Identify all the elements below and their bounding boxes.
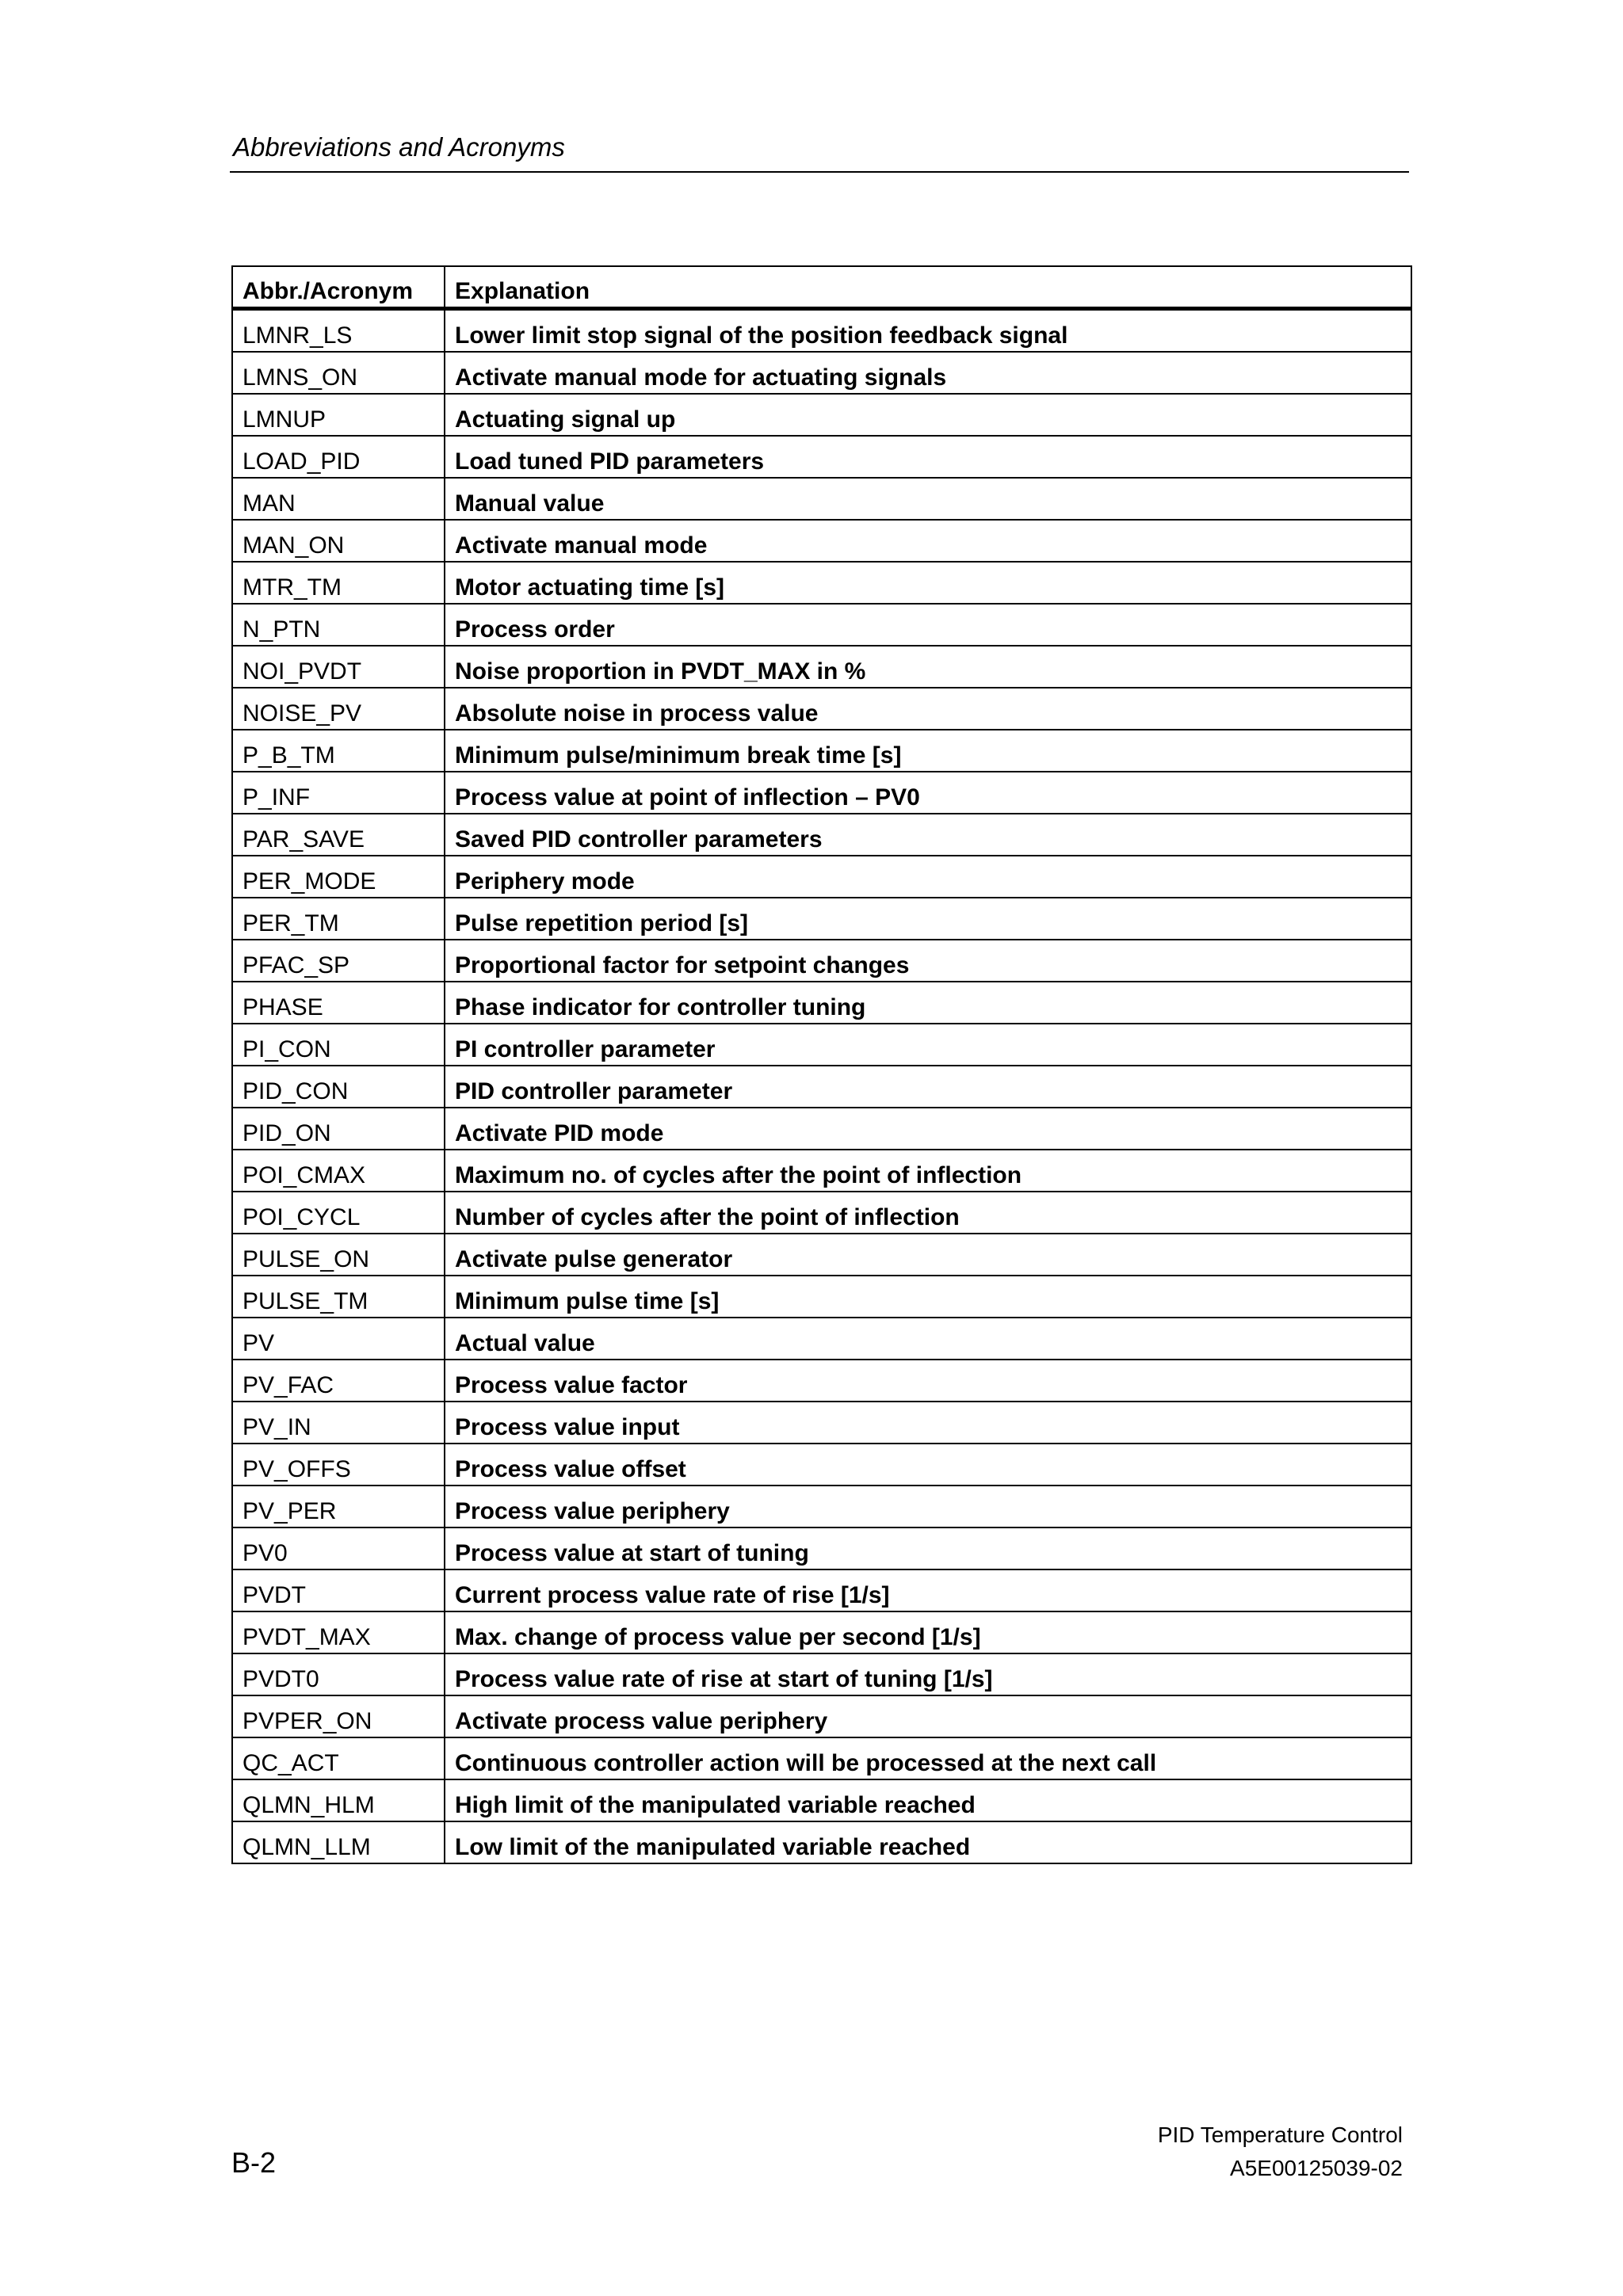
- explanation-cell: Lower limit stop signal of the position feedback signal: [445, 309, 1411, 353]
- table-row: [232, 394, 1411, 436]
- footer-doc-id: A5E00125039-02: [1230, 2156, 1403, 2180]
- abbreviation-cell: POI_CYCL: [232, 1192, 445, 1234]
- abbreviation-cell: PID_CON: [232, 1066, 445, 1108]
- explanation-cell: Noise proportion in PVDT_MAX in %: [445, 646, 1411, 688]
- explanation-cell: Activate manual mode for actuating signals: [445, 352, 1411, 394]
- table-row: [232, 1821, 1411, 1863]
- abbreviation-cell: LMNS_ON: [232, 352, 445, 394]
- footer-document-info: [1158, 2119, 1403, 2185]
- table-row: [232, 730, 1411, 772]
- explanation-cell: Activate process value periphery: [445, 1695, 1411, 1737]
- table-row: [232, 1737, 1411, 1779]
- table-row: [232, 940, 1411, 982]
- explanation-cell: Proportional factor for setpoint changes: [445, 940, 1411, 982]
- table-row: [232, 436, 1411, 478]
- table-row: [232, 1611, 1411, 1653]
- table-row: [232, 1444, 1411, 1486]
- abbreviation-cell: PER_TM: [232, 898, 445, 940]
- explanation-cell: Minimum pulse/minimum break time [s]: [445, 730, 1411, 772]
- abbreviation-cell: NOISE_PV: [232, 688, 445, 730]
- explanation-cell: Continuous controller action will be processed at the next call: [445, 1737, 1411, 1779]
- table-row: [232, 814, 1411, 856]
- explanation-cell: Maximum no. of cycles after the point of inflection: [445, 1150, 1411, 1192]
- explanation-cell: Low limit of the manipulated variable reached: [445, 1821, 1411, 1863]
- table-row: [232, 1402, 1411, 1444]
- explanation-cell: Motor actuating time [s]: [445, 562, 1411, 604]
- explanation-cell: PID controller parameter: [445, 1066, 1411, 1108]
- explanation-cell: Minimum pulse time [s]: [445, 1276, 1411, 1318]
- explanation-cell: Periphery mode: [445, 856, 1411, 898]
- explanation-cell: Current process value rate of rise [1/s]: [445, 1569, 1411, 1611]
- explanation-cell: Process order: [445, 604, 1411, 646]
- page-header: [230, 132, 1409, 173]
- table-row: [232, 1360, 1411, 1402]
- abbreviation-cell: PVPER_ON: [232, 1695, 445, 1737]
- table-row: [232, 1653, 1411, 1695]
- table-row: [232, 688, 1411, 730]
- explanation-cell: Pulse repetition period [s]: [445, 898, 1411, 940]
- explanation-cell: Process value at start of tuning: [445, 1527, 1411, 1569]
- abbreviation-cell: P_B_TM: [232, 730, 445, 772]
- abbreviation-cell: POI_CMAX: [232, 1150, 445, 1192]
- abbreviation-cell: PV_FAC: [232, 1360, 445, 1402]
- table-row: [232, 352, 1411, 394]
- table-row: [232, 309, 1411, 353]
- abbreviation-cell: PV_IN: [232, 1402, 445, 1444]
- table-row: [232, 898, 1411, 940]
- explanation-cell: Activate PID mode: [445, 1108, 1411, 1150]
- table-row: [232, 982, 1411, 1024]
- abbreviation-cell: LMNUP: [232, 394, 445, 436]
- table-row: [232, 1695, 1411, 1737]
- table-row: [232, 1150, 1411, 1192]
- abbreviation-cell: N_PTN: [232, 604, 445, 646]
- abbreviation-cell: LOAD_PID: [232, 436, 445, 478]
- abbreviation-cell: PVDT0: [232, 1653, 445, 1695]
- explanation-cell: Number of cycles after the point of inflection: [445, 1192, 1411, 1234]
- table-row: [232, 1569, 1411, 1611]
- explanation-cell: Process value rate of rise at start of tuning [1/s]: [445, 1653, 1411, 1695]
- abbreviation-cell: QC_ACT: [232, 1737, 445, 1779]
- abbreviation-cell: MTR_TM: [232, 562, 445, 604]
- column-header-abbreviation: Abbr./Acronym: [232, 266, 445, 309]
- explanation-cell: Actuating signal up: [445, 394, 1411, 436]
- explanation-cell: Absolute noise in process value: [445, 688, 1411, 730]
- table-body: [232, 309, 1411, 1864]
- explanation-cell: Actual value: [445, 1318, 1411, 1360]
- table-row: [232, 1486, 1411, 1527]
- table-row: [232, 604, 1411, 646]
- abbreviation-cell: PV_PER: [232, 1486, 445, 1527]
- abbreviation-cell: LMNR_LS: [232, 309, 445, 353]
- table-row: [232, 1192, 1411, 1234]
- abbreviation-cell: MAN_ON: [232, 520, 445, 562]
- explanation-cell: High limit of the manipulated variable reached: [445, 1779, 1411, 1821]
- abbreviation-cell: QLMN_HLM: [232, 1779, 445, 1821]
- table-row: [232, 562, 1411, 604]
- abbreviations-table: [231, 265, 1412, 1864]
- table-row: [232, 646, 1411, 688]
- table-row: [232, 520, 1411, 562]
- table-row: [232, 478, 1411, 520]
- abbreviation-cell: PAR_SAVE: [232, 814, 445, 856]
- explanation-cell: Activate pulse generator: [445, 1234, 1411, 1276]
- abbreviation-cell: PER_MODE: [232, 856, 445, 898]
- table-row: [232, 1024, 1411, 1066]
- explanation-cell: Max. change of process value per second [1/s]: [445, 1611, 1411, 1653]
- table-row: [232, 1318, 1411, 1360]
- abbreviation-cell: QLMN_LLM: [232, 1821, 445, 1863]
- abbreviation-cell: P_INF: [232, 772, 445, 814]
- abbreviation-cell: PI_CON: [232, 1024, 445, 1066]
- abbreviation-cell: PV_OFFS: [232, 1444, 445, 1486]
- table-row: [232, 856, 1411, 898]
- explanation-cell: Process value input: [445, 1402, 1411, 1444]
- explanation-cell: Activate manual mode: [445, 520, 1411, 562]
- table-row: [232, 1066, 1411, 1108]
- abbreviation-cell: PHASE: [232, 982, 445, 1024]
- abbreviation-cell: NOI_PVDT: [232, 646, 445, 688]
- abbreviation-cell: MAN: [232, 478, 445, 520]
- explanation-cell: Phase indicator for controller tuning: [445, 982, 1411, 1024]
- abbreviation-cell: PFAC_SP: [232, 940, 445, 982]
- explanation-cell: Process value at point of inflection – PV0: [445, 772, 1411, 814]
- explanation-cell: Process value factor: [445, 1360, 1411, 1402]
- abbreviation-cell: PVDT: [232, 1569, 445, 1611]
- explanation-cell: Process value offset: [445, 1444, 1411, 1486]
- abbreviation-cell: PV0: [232, 1527, 445, 1569]
- abbreviation-cell: PULSE_ON: [232, 1234, 445, 1276]
- abbreviation-cell: PULSE_TM: [232, 1276, 445, 1318]
- table-row: [232, 1779, 1411, 1821]
- footer-doc-title: PID Temperature Control: [1157, 2122, 1403, 2147]
- column-header-explanation: Explanation: [445, 266, 1411, 309]
- explanation-cell: Load tuned PID parameters: [445, 436, 1411, 478]
- explanation-cell: Saved PID controller parameters: [445, 814, 1411, 856]
- page-number: B-2: [231, 2146, 277, 2179]
- page-header-title: Abbreviations and Acronyms: [233, 132, 565, 162]
- table-row: [232, 1234, 1411, 1276]
- table-header-row: [232, 266, 1411, 309]
- table-row: [232, 1527, 1411, 1569]
- explanation-cell: Manual value: [445, 478, 1411, 520]
- table-row: [232, 772, 1411, 814]
- table-row: [232, 1108, 1411, 1150]
- abbreviation-cell: PVDT_MAX: [232, 1611, 445, 1653]
- explanation-cell: PI controller parameter: [445, 1024, 1411, 1066]
- abbreviation-cell: PV: [232, 1318, 445, 1360]
- table-row: [232, 1276, 1411, 1318]
- explanation-cell: Process value periphery: [445, 1486, 1411, 1527]
- abbreviation-cell: PID_ON: [232, 1108, 445, 1150]
